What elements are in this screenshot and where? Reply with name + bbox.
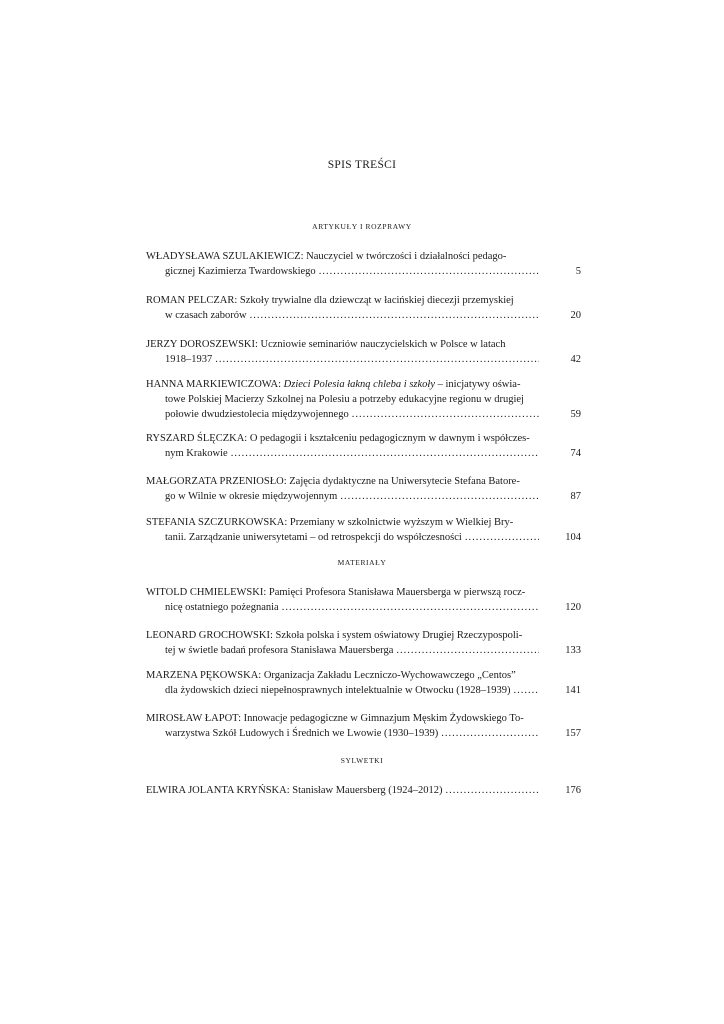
- entry-last-line: połowie dwudziestolecia międzywojennego .....: [146, 407, 539, 422]
- dot-leader: [393, 643, 539, 658]
- dot-leader: [438, 726, 539, 741]
- page-number: 87: [570, 491, 581, 502]
- page-number: 5: [575, 266, 581, 277]
- toc-entry[interactable]: [146, 337, 581, 367]
- dot-leader: [349, 407, 539, 422]
- toc-entry[interactable]: [146, 377, 581, 422]
- page-number: 176: [565, 785, 581, 796]
- toc-entry[interactable]: [146, 585, 581, 615]
- entry-title-line: MIROSŁAW ŁAPOT: Innowacje pedagogiczne w Gimnazjum Męskim Żydowskiego To-: [146, 713, 524, 724]
- entry-title-line: STEFANIA SZCZURKOWSKA: Przemiany w szkolnictwie wyższym w Wielkiej Bry-: [146, 517, 514, 528]
- entry-last-line: w czasach zaborów .....: [146, 308, 539, 323]
- dot-leader: [316, 264, 539, 279]
- page-number: 74: [570, 448, 581, 459]
- entry-last-line: dla żydowskich dzieci niepełnosprawnych intelektualnie w Otwocku (1928–1939) .....: [146, 683, 539, 698]
- toc-entry[interactable]: [146, 668, 581, 698]
- toc-entry[interactable]: [146, 249, 581, 279]
- entry-title-line: LEONARD GROCHOWSKI: Szkoła polska i system oświatowy Drugiej Rzeczypospoli-: [146, 630, 523, 641]
- page-number: 42: [570, 354, 581, 365]
- dot-leader: [443, 783, 539, 798]
- dot-leader: [228, 446, 539, 461]
- italic-title: Dzieci Polesia łakną chleba i szkoły: [283, 379, 435, 390]
- dot-leader: [511, 683, 539, 698]
- entry-last-line: go w Wilnie w okresie międzywojennym .....: [146, 489, 539, 504]
- toc-entry[interactable]: [146, 783, 581, 798]
- dot-leader: [462, 530, 539, 545]
- toc-entry[interactable]: [146, 628, 581, 658]
- entry-title-line: WITOLD CHMIELEWSKI: Pamięci Profesora Stanisława Mauersberga w pierwszą rocz-: [146, 587, 526, 598]
- entry-last-line: gicznej Kazimierza Twardowskiego .....: [146, 264, 539, 279]
- section-heading-materials: MATERIAŁY: [337, 558, 387, 567]
- entry-last-line: tanii. Zarządzanie uniwersytetami – od retrospekcji do współczesności .....: [146, 530, 539, 545]
- toc-entry[interactable]: [146, 474, 581, 504]
- page-number: 157: [565, 728, 581, 739]
- page-number: 133: [565, 645, 581, 656]
- entry-last-line: warzystwa Szkół Ludowych i Średnich we Lwowie (1930–1939) .....: [146, 726, 539, 741]
- entry-title-line: towe Polskiej Macierzy Szkolnej na Polesiu a potrzeby edukacyjne regionu w drugiej: [165, 394, 524, 405]
- page-number: 20: [570, 310, 581, 321]
- page-number: 59: [570, 409, 581, 420]
- dot-leader: [279, 600, 539, 615]
- entry-title-line: ROMAN PELCZAR: Szkoły trywialne dla dziewcząt w łacińskiej diecezji przemyskiej: [146, 295, 514, 306]
- entry-last-line: ELWIRA JOLANTA KRYŃSKA: Stanisław Mauersberg (1924–2012) .....: [146, 783, 539, 798]
- toc-entry[interactable]: [146, 711, 581, 741]
- entry-title-line: HANNA MARKIEWICZOWA: Dzieci Polesia łakną chleba i szkoły – inicjatywy oświa-: [146, 379, 521, 390]
- section-heading-profiles: SYLWETKI: [340, 756, 384, 765]
- toc-entry[interactable]: [146, 431, 581, 461]
- entry-title-line: MARZENA PĘKOWSKA: Organizacja Zakładu Leczniczo-Wychowawczego „Centos”: [146, 670, 516, 681]
- toc-entry[interactable]: [146, 293, 581, 323]
- page-number: 120: [565, 602, 581, 613]
- page-number: 104: [565, 532, 581, 543]
- entry-last-line: tej w świetle badań profesora Stanisława Mauersberga .....: [146, 643, 539, 658]
- dot-leader: [337, 489, 539, 504]
- entry-title-line: MAŁGORZATA PRZENIOSŁO: Zajęcia dydaktyczne na Uniwersytecie Stefana Batore-: [146, 476, 520, 487]
- page-number: 141: [565, 685, 581, 696]
- entry-title-line: WŁADYSŁAWA SZULAKIEWICZ: Nauczyciel w twórczości i działalności pedago-: [146, 251, 507, 262]
- section-heading-articles: ARTYKUŁY I ROZPRAWY: [312, 222, 412, 231]
- entry-last-line: 1918–1937 .....: [146, 352, 539, 367]
- entry-last-line: nicę ostatniego pożegnania .....: [146, 600, 539, 615]
- toc-entry[interactable]: [146, 515, 581, 545]
- entry-title-line: RYSZARD ŚLĘCZKA: O pedagogii i kształceniu pedagogicznym w dawnym i współczes-: [146, 433, 530, 444]
- dot-leader: [212, 352, 539, 367]
- entry-title-line: JERZY DOROSZEWSKI: Uczniowie seminariów nauczycielskich w Polsce w latach: [146, 339, 506, 350]
- page-title: SPIS TREŚCI: [327, 159, 397, 171]
- dot-leader: [247, 308, 539, 323]
- entry-last-line: nym Krakowie .....: [146, 446, 539, 461]
